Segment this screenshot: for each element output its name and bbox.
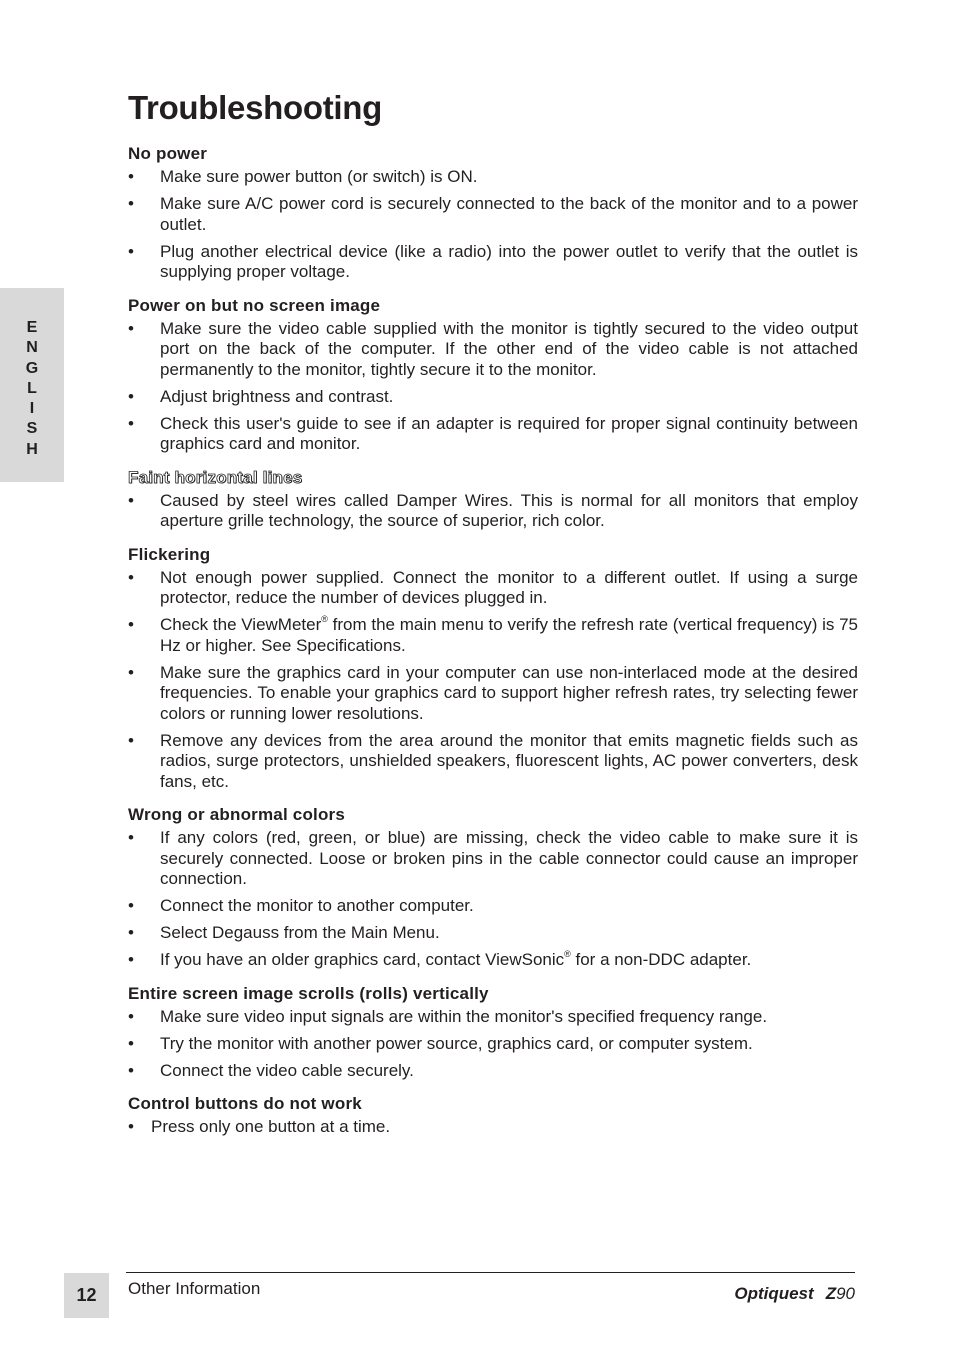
- page-number: 12: [64, 1273, 109, 1318]
- list-item: • If any colors (red, green, or blue) are missing, check the video cable to make sure it is securely connected. Loose or broken pins in the cable connector could cause an improper connection.: [128, 828, 858, 890]
- item-text: Check the ViewMeter: [160, 615, 322, 634]
- bullet-list: [128, 1007, 858, 1082]
- bullet-list: [128, 491, 858, 532]
- section-power-no-image: [128, 295, 858, 455]
- troubleshooting-content: [128, 143, 858, 1150]
- item-text: for a non-DDC adapter.: [570, 950, 752, 969]
- bullet-list: [128, 568, 858, 793]
- tab-letter: L: [27, 379, 37, 397]
- section-no-power: [128, 143, 858, 283]
- list-item: • Make sure A/C power cord is securely connected to the back of the monitor and to a power outlet.: [128, 194, 858, 235]
- brand-name: Optiquest: [734, 1284, 814, 1303]
- section-heading: Faint horizontal lines: [128, 467, 303, 487]
- language-side-tab: [0, 288, 64, 482]
- tab-letter: E: [26, 319, 38, 336]
- section-screen-scrolls: [128, 983, 858, 1082]
- model-number: 90: [836, 1284, 855, 1303]
- tab-letter: H: [26, 440, 38, 458]
- language-tab-letters: [0, 318, 64, 460]
- footer-section-label: Other Information: [128, 1279, 261, 1298]
- bullet-list: [128, 167, 858, 283]
- list-item: • Not enough power supplied. Connect the monitor to a different outlet. If using a surge protector, reduce the number of devices plugged in.: [128, 568, 858, 609]
- tab-letter: I: [29, 400, 35, 418]
- model-name: [826, 1284, 855, 1303]
- list-item: • Make sure the video cable supplied with the monitor is tightly secured to the video output port on the back of the computer. If the other end of the video cable is not attached permanently to the monitor, tightly secure it to the monitor.: [128, 319, 858, 381]
- list-item: [128, 950, 858, 971]
- list-item: • Make sure the graphics card in your computer can use non-interlaced mode at the desired frequencies. To enable your graphics card to support higher refresh rates, try selecting fewer colors or running lower resolutions.: [128, 663, 858, 725]
- list-item: • Check this user's guide to see if an adapter is required for proper signal continuity between graphics card and monitor.: [128, 414, 858, 455]
- list-item: • Plug another electrical device (like a radio) into the power outlet to verify that the outlet is supplying proper voltage.: [128, 242, 858, 283]
- section-heading: No power: [128, 144, 208, 163]
- section-control-buttons: [128, 1093, 858, 1138]
- tab-letter: S: [26, 420, 38, 438]
- list-item: • Adjust brightness and contrast.: [128, 387, 858, 408]
- list-item: • Make sure video input signals are within the monitor's specified frequency range.: [128, 1007, 858, 1028]
- list-item: • Select Degauss from the Main Menu.: [128, 923, 858, 944]
- list-item: [128, 615, 858, 656]
- section-flickering: [128, 544, 858, 793]
- model-letter: Z: [825, 1284, 837, 1303]
- item-text: from the main menu to verify the refresh rate (vertical frequency) is 75 Hz or higher. See Specifications.: [160, 615, 858, 655]
- bullet-list: [128, 828, 858, 971]
- list-item: • Connect the video cable securely.: [128, 1061, 858, 1082]
- footer-divider: [126, 1272, 855, 1273]
- section-heading: Flickering: [128, 544, 211, 564]
- list-item: • Make sure power button (or switch) is ON.: [128, 167, 858, 188]
- item-text: If you have an older graphics card, contact ViewSonic: [160, 950, 565, 969]
- tab-letter: N: [26, 339, 38, 357]
- section-heading: Power on but no screen image: [128, 295, 381, 315]
- list-item: • Press only one button at a time.: [128, 1117, 858, 1138]
- registered-mark: ®: [321, 614, 328, 625]
- tab-letter: G: [25, 359, 39, 377]
- bullet-list: [128, 1117, 858, 1138]
- section-heading: Entire screen image scrolls (rolls) vertically: [128, 983, 489, 1003]
- list-item: • Try the monitor with another power source, graphics card, or computer system.: [128, 1034, 858, 1055]
- list-item: • Remove any devices from the area around the monitor that emits magnetic fields such as radios, surge protectors, unshielded speakers, fluorescent lights, AC power converters, desk fans, etc.: [128, 731, 858, 793]
- bullet-list: [128, 319, 858, 455]
- page-title: Troubleshooting: [128, 89, 382, 126]
- registered-mark: ®: [564, 949, 571, 960]
- section-faint-lines: [128, 467, 858, 532]
- list-item: • Connect the monitor to another computer.: [128, 896, 858, 917]
- section-wrong-colors: [128, 804, 858, 971]
- section-heading: Wrong or abnormal colors: [128, 805, 346, 824]
- section-heading: Control buttons do not work: [128, 1094, 362, 1113]
- list-item: • Caused by steel wires called Damper Wires. This is normal for all monitors that employ aperture grille technology, the source of superior, rich color.: [128, 491, 858, 532]
- footer-product-name: [734, 1284, 855, 1304]
